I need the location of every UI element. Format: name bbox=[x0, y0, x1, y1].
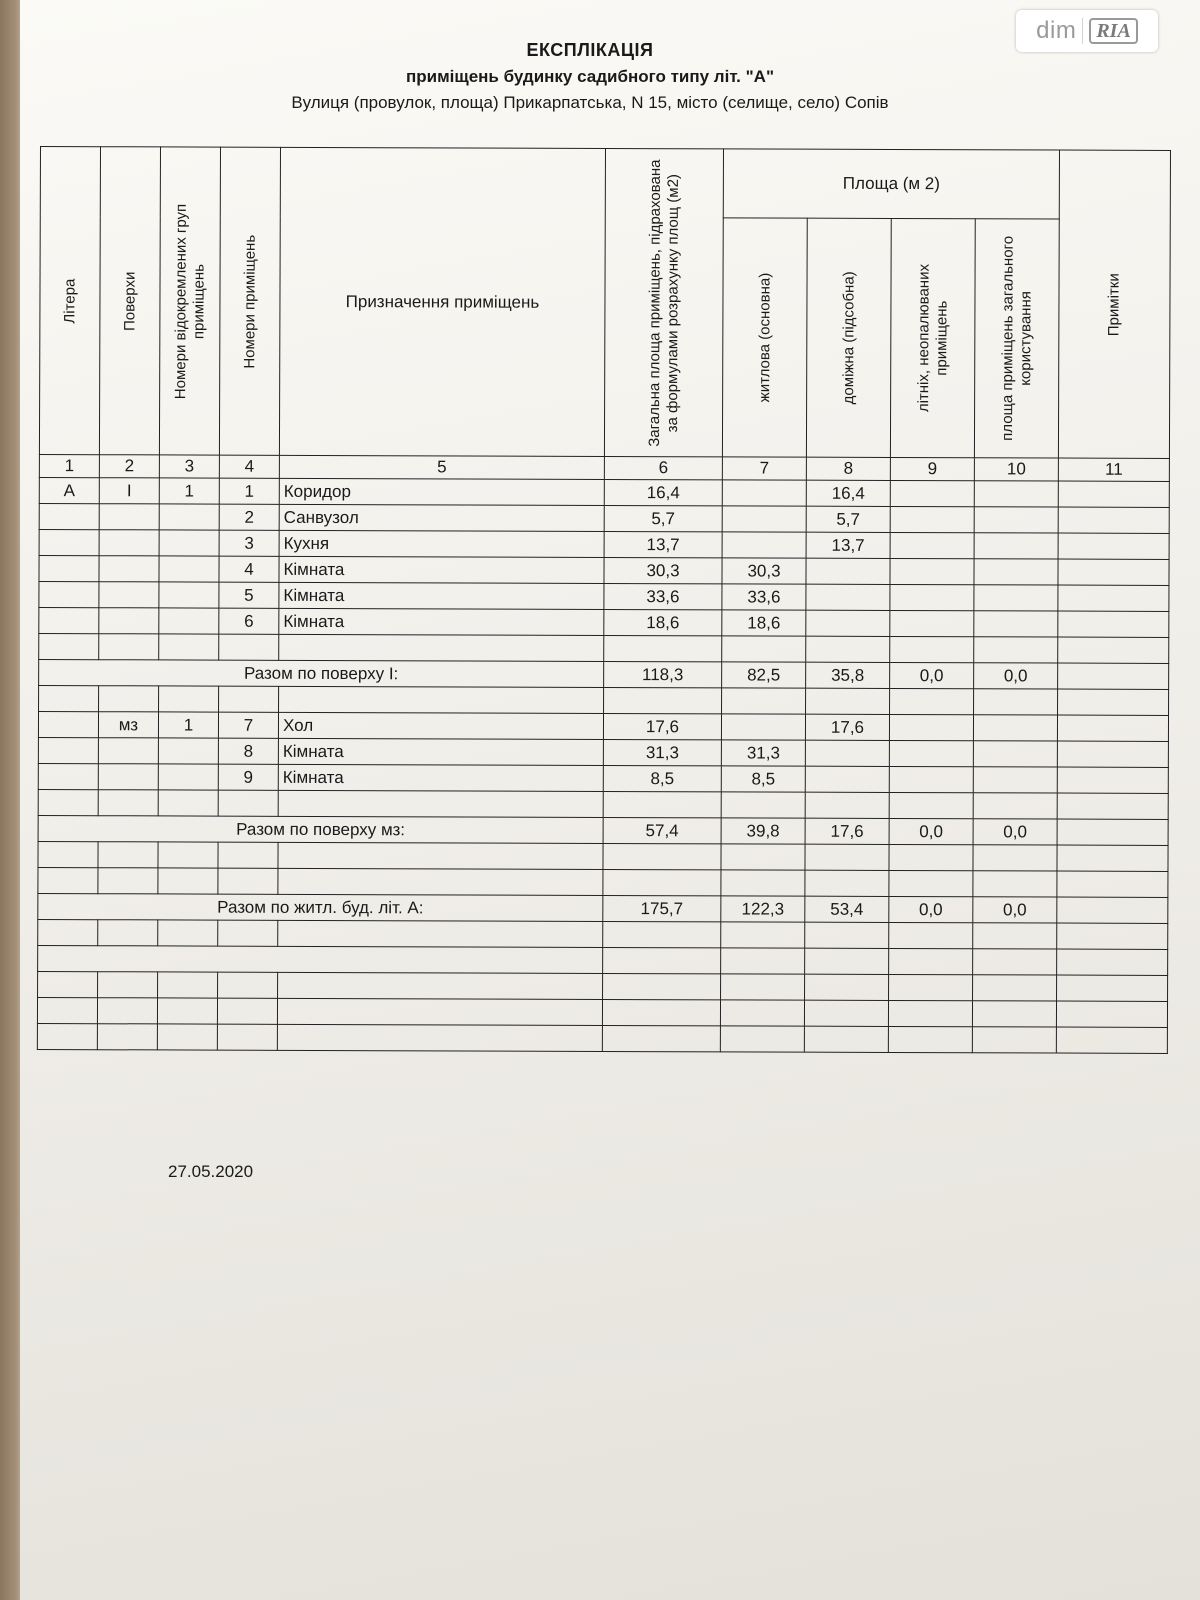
cell-group bbox=[158, 764, 218, 790]
cell-summer bbox=[890, 532, 974, 558]
col-number: 11 bbox=[1058, 458, 1169, 481]
col-header-living: житлова (основна) bbox=[722, 218, 807, 457]
cell-group bbox=[159, 530, 219, 556]
cell-room-name: Кімната bbox=[279, 582, 604, 609]
col-number: 10 bbox=[974, 458, 1058, 481]
document-subtitle: приміщень будинку садибного типу літ. "А" bbox=[405, 67, 775, 86]
cell-room-name: Коридор bbox=[279, 478, 604, 505]
col-number: 7 bbox=[722, 457, 806, 480]
col-number: 9 bbox=[890, 457, 974, 480]
cell-common bbox=[974, 585, 1058, 611]
total-summer: 0,0 bbox=[890, 662, 974, 688]
total-total: 118,3 bbox=[604, 661, 722, 687]
table-row bbox=[38, 711, 1168, 741]
empty-row bbox=[38, 919, 1168, 949]
cell-floor: мз bbox=[98, 712, 158, 738]
empty-row bbox=[38, 971, 1168, 1001]
cell-floor bbox=[99, 582, 159, 608]
total-common: 0,0 bbox=[973, 819, 1057, 845]
cell-room-name: Санвузол bbox=[279, 504, 604, 531]
cell-room-name: Кухня bbox=[279, 530, 604, 557]
col-header-total-area: Загальна площа приміщень, підрахована за формулами розрахунку площ (м2) bbox=[604, 148, 723, 456]
cell-summer bbox=[890, 506, 974, 532]
cell-room-no: 2 bbox=[219, 504, 279, 530]
cell-total: 17,6 bbox=[603, 713, 721, 739]
cell-living: 33,6 bbox=[722, 584, 806, 610]
cell-summer bbox=[890, 480, 974, 506]
cell-litera: А bbox=[39, 477, 99, 503]
total-living: 122,3 bbox=[721, 896, 805, 922]
empty-row bbox=[39, 633, 1169, 663]
col-number: 6 bbox=[604, 456, 722, 479]
cell-aux bbox=[805, 766, 889, 792]
cell-common bbox=[973, 767, 1057, 793]
cell-aux bbox=[806, 584, 890, 610]
table-row bbox=[38, 763, 1168, 793]
cell-total: 8,5 bbox=[603, 765, 721, 791]
cell-total: 18,6 bbox=[604, 609, 722, 635]
cell-living: 8,5 bbox=[721, 766, 805, 792]
cell-litera bbox=[38, 737, 98, 763]
col-header-common: площа приміщень загального користування bbox=[974, 219, 1059, 458]
cell-notes bbox=[1058, 663, 1169, 689]
cell-notes bbox=[1058, 533, 1169, 559]
cell-floor bbox=[98, 738, 158, 764]
col-header-room-numbers: Номери приміщень bbox=[219, 147, 280, 455]
cell-notes bbox=[1057, 741, 1168, 767]
header-row-top bbox=[40, 147, 1170, 220]
cell-living: 18,6 bbox=[722, 610, 806, 636]
cell-room-name: Кімната bbox=[279, 608, 604, 635]
cell-litera bbox=[38, 711, 98, 737]
cell-group bbox=[159, 582, 219, 608]
col-number: 3 bbox=[159, 455, 219, 478]
cell-litera bbox=[39, 529, 99, 555]
cell-room-no: 1 bbox=[219, 478, 279, 504]
total-total: 175,7 bbox=[603, 895, 721, 921]
cell-room-no: 5 bbox=[219, 582, 279, 608]
cell-living: 31,3 bbox=[721, 740, 805, 766]
cell-litera bbox=[39, 503, 99, 529]
empty-row bbox=[37, 1023, 1167, 1053]
col-header-purpose: Призначення приміщень bbox=[279, 147, 605, 456]
cell-notes bbox=[1058, 585, 1169, 611]
cell-total: 16,4 bbox=[604, 479, 722, 505]
total-aux: 17,6 bbox=[805, 818, 889, 844]
cell-summer bbox=[890, 584, 974, 610]
cell-living: 30,3 bbox=[722, 558, 806, 584]
col-header-auxiliary: доміжна (підсобна) bbox=[806, 218, 891, 457]
cell-room-no: 9 bbox=[218, 764, 278, 790]
total-summer: 0,0 bbox=[889, 818, 973, 844]
total-aux: 35,8 bbox=[806, 662, 890, 688]
cell-aux bbox=[806, 610, 890, 636]
cell-room-no: 4 bbox=[219, 556, 279, 582]
cell-aux: 16,4 bbox=[806, 480, 890, 506]
empty-row bbox=[38, 867, 1168, 897]
cell-room-no: 6 bbox=[219, 608, 279, 634]
col-header-litera: Літера bbox=[39, 147, 100, 455]
total-summer: 0,0 bbox=[889, 896, 973, 922]
explication-table bbox=[37, 146, 1171, 1054]
total-total: 57,4 bbox=[603, 817, 721, 843]
col-number: 2 bbox=[99, 455, 159, 478]
cell-summer bbox=[890, 558, 974, 584]
total-aux: 53,4 bbox=[805, 896, 889, 922]
cell-common bbox=[974, 481, 1058, 507]
empty-row bbox=[37, 997, 1167, 1027]
cell-floor bbox=[99, 530, 159, 556]
total-living: 82,5 bbox=[722, 662, 806, 688]
cell-total: 5,7 bbox=[604, 505, 722, 531]
cell-group bbox=[158, 738, 218, 764]
cell-floor bbox=[99, 608, 159, 634]
total-label: Разом по поверху мз: bbox=[38, 815, 603, 843]
cell-litera bbox=[39, 607, 99, 633]
empty-row bbox=[39, 685, 1169, 715]
cell-living bbox=[721, 714, 805, 740]
total-label: Разом по житл. буд. літ. А: bbox=[38, 893, 603, 921]
document-date: 27.05.2020 bbox=[168, 1162, 254, 1181]
cell-litera bbox=[39, 555, 99, 581]
total-common: 0,0 bbox=[974, 663, 1058, 689]
table-row bbox=[39, 477, 1169, 507]
total-row-building bbox=[38, 893, 1168, 923]
cell-aux bbox=[805, 740, 889, 766]
cell-total: 33,6 bbox=[604, 583, 722, 609]
cell-notes bbox=[1058, 559, 1169, 585]
table-row bbox=[39, 607, 1169, 637]
cell-room-name: Кімната bbox=[278, 764, 603, 791]
cell-summer bbox=[889, 714, 973, 740]
col-number: 4 bbox=[219, 455, 279, 478]
logo-ria-text: RIA bbox=[1089, 18, 1137, 44]
cell-aux bbox=[806, 558, 890, 584]
table-row bbox=[39, 503, 1169, 533]
cell-room-no: 7 bbox=[218, 712, 278, 738]
cell-total: 30,3 bbox=[604, 557, 722, 583]
col-number: 5 bbox=[279, 455, 604, 479]
col-number: 1 bbox=[39, 454, 99, 477]
cell-living bbox=[722, 480, 806, 506]
total-row-floor-1 bbox=[39, 659, 1169, 689]
cell-living bbox=[722, 506, 806, 532]
cell-aux: 17,6 bbox=[805, 714, 889, 740]
cell-notes bbox=[1057, 767, 1168, 793]
cell-aux: 5,7 bbox=[806, 506, 890, 532]
cell-group bbox=[159, 504, 219, 530]
cell-floor: І bbox=[99, 478, 159, 504]
cell-floor bbox=[98, 764, 158, 790]
logo-dim-text: dim bbox=[1036, 17, 1077, 44]
cell-common bbox=[974, 507, 1058, 533]
cell-aux: 13,7 bbox=[806, 532, 890, 558]
cell-group bbox=[159, 556, 219, 582]
empty-row bbox=[38, 789, 1168, 819]
document-title: ЕКСПЛІКАЦІЯ bbox=[526, 40, 654, 60]
cell-room-no: 3 bbox=[219, 530, 279, 556]
col-header-groups: Номери відокремлених груп приміщень bbox=[159, 147, 220, 455]
cell-room-no: 8 bbox=[218, 738, 278, 764]
cell-floor bbox=[99, 504, 159, 530]
total-row-floor-mz bbox=[38, 815, 1168, 845]
cell-summer bbox=[890, 610, 974, 636]
table-row bbox=[38, 737, 1168, 767]
cell-common bbox=[974, 611, 1058, 637]
cell-group: 1 bbox=[159, 478, 219, 504]
table-row bbox=[39, 555, 1169, 585]
cell-room-name: Кімната bbox=[278, 738, 603, 765]
total-common: 0,0 bbox=[973, 897, 1057, 923]
empty-row bbox=[38, 841, 1168, 871]
cell-total: 13,7 bbox=[604, 531, 722, 557]
col-number: 8 bbox=[806, 457, 890, 480]
cell-litera bbox=[39, 581, 99, 607]
cell-room-name: Хол bbox=[278, 712, 603, 739]
total-living: 39,8 bbox=[721, 818, 805, 844]
document-header bbox=[60, 40, 1120, 113]
cell-litera bbox=[38, 763, 98, 789]
table-row bbox=[39, 581, 1169, 611]
cell-notes bbox=[1057, 715, 1168, 741]
col-header-area-group: Площа (м 2) bbox=[723, 149, 1059, 219]
cell-notes bbox=[1057, 819, 1168, 845]
cell-common bbox=[974, 559, 1058, 585]
cell-notes bbox=[1058, 507, 1169, 533]
cell-notes bbox=[1058, 611, 1169, 637]
cell-group bbox=[159, 608, 219, 634]
table-row bbox=[39, 529, 1169, 559]
col-header-notes: Примітки bbox=[1058, 150, 1170, 458]
cell-notes bbox=[1057, 897, 1168, 923]
col-header-floors: Поверхи bbox=[99, 147, 160, 455]
col-header-summer: літніх, неопалюваних приміщень bbox=[890, 218, 975, 457]
empty-row bbox=[38, 945, 1168, 975]
cell-common bbox=[973, 715, 1057, 741]
cell-floor bbox=[99, 556, 159, 582]
cell-group: 1 bbox=[158, 712, 218, 738]
cell-living bbox=[722, 532, 806, 558]
cell-summer bbox=[889, 740, 973, 766]
total-label: Разом по поверху І: bbox=[39, 659, 604, 687]
cell-summer bbox=[889, 766, 973, 792]
cell-common bbox=[974, 533, 1058, 559]
document-address: Вулиця (провулок, площа) Прикарпатська, N 15, місто (селище, село) Сопів bbox=[291, 93, 889, 112]
cell-common bbox=[973, 741, 1057, 767]
cell-notes bbox=[1058, 481, 1169, 507]
cell-room-name: Кімната bbox=[279, 556, 604, 583]
cell-total: 31,3 bbox=[603, 739, 721, 765]
